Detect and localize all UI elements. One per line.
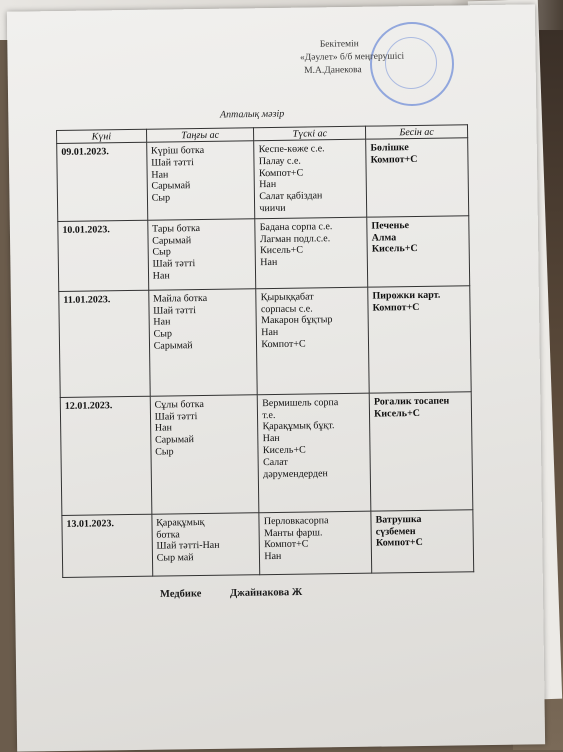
approval-block: [300, 37, 451, 78]
row-breakfast-cell: [147, 219, 256, 290]
breakfast-item: Сарымай: [153, 340, 193, 352]
breakfast-item: Сарымай: [151, 180, 191, 193]
row-snack-cell: [371, 509, 474, 572]
table-row: [58, 216, 470, 292]
snack-item: Бөлішке: [370, 142, 409, 154]
weekly-menu-table: [56, 124, 474, 577]
header-lunch: Түскі ас: [254, 126, 366, 141]
lunch-item: Салат қабіздан: [259, 190, 323, 203]
lunch-item: дәрумендерден: [263, 467, 328, 480]
row-date: 12.01.2023.: [60, 396, 151, 515]
breakfast-item: Шай тәтті: [152, 258, 196, 270]
lunch-item: Қырыққабат: [260, 291, 314, 303]
row-lunch-cell: [255, 217, 368, 289]
approval-line-1: Бекітемін: [319, 39, 359, 50]
breakfast-item: Шай тәтті: [151, 156, 194, 169]
row-snack-cell: [369, 392, 473, 511]
breakfast-item: Сыр май: [156, 552, 194, 564]
lunch-item: Кеспе-көже с.е.: [258, 143, 325, 156]
snack-item: Компот+С: [370, 153, 418, 166]
breakfast-item: Нан: [153, 316, 171, 329]
row-lunch-cell: [259, 511, 372, 575]
row-snack-cell: [368, 286, 471, 393]
row-date: 13.01.2023.: [62, 514, 153, 577]
breakfast-item: Сыр: [152, 246, 171, 259]
document-title: Апталық мәзір: [219, 108, 285, 121]
lunch-item: Компот+С: [261, 338, 306, 351]
nurse-role: Медбике: [159, 588, 202, 600]
snack-item: Компот+С: [375, 537, 423, 549]
row-breakfast-cell: [146, 141, 255, 220]
row-lunch-cell: [254, 139, 367, 218]
lunch-item: Макарон бұқтыр: [260, 314, 333, 327]
breakfast-item: Сарымай: [154, 434, 195, 446]
breakfast-item: Шай тәтті: [153, 304, 197, 317]
row-date: 11.01.2023.: [59, 290, 150, 397]
lunch-item: Палау с.е.: [258, 155, 301, 167]
row-breakfast-cell: [150, 394, 259, 513]
row-date: 10.01.2023.: [58, 220, 149, 291]
lunch-item: Кисель+С: [260, 244, 304, 257]
snack-item: Пирожки карт.: [372, 289, 441, 302]
row-lunch-cell: [256, 287, 369, 395]
breakfast-item: Нан: [154, 422, 172, 435]
lunch-item: сорпасы с.е.: [260, 303, 313, 315]
lunch-item: Лагман подл.с.е.: [259, 232, 331, 245]
lunch-item: т.е.: [262, 409, 276, 421]
breakfast-item: Нан: [152, 270, 170, 282]
breakfast-item: Қарақұмық: [156, 516, 205, 529]
lunch-item: Нан: [259, 179, 277, 191]
table-row: [60, 392, 473, 516]
row-snack-cell: [366, 138, 469, 217]
lunch-item: Қарақұмық бұқт.: [262, 420, 335, 433]
table-row: [59, 286, 471, 398]
snack-item: сүзбемен: [375, 525, 416, 538]
breakfast-item: Шай тәтті-Нан: [156, 540, 220, 553]
approval-line-3: М.А.Данекова: [304, 65, 362, 76]
lunch-item: Нан: [260, 257, 278, 269]
row-breakfast-cell: [148, 289, 257, 396]
lunch-item: Компот+С: [264, 538, 309, 551]
row-lunch-cell: [258, 393, 371, 513]
header-snack: Бесін ас: [366, 125, 468, 139]
lunch-item: Бадана сорпа с.е.: [259, 220, 333, 233]
lunch-item: Манты фарш.: [263, 526, 323, 539]
approval-line-2: «Дәулет» б/б меңгерушісі: [299, 51, 405, 64]
lunch-item: Компот+С: [258, 167, 304, 179]
breakfast-item: Сыр: [155, 446, 174, 458]
snack-item: Компот+С: [372, 301, 420, 314]
breakfast-item: Сарымай: [152, 234, 192, 247]
snack-item: Ватрушка: [375, 513, 422, 526]
nurse-signature-line: [160, 587, 302, 600]
snack-item: Кисель+С: [371, 243, 418, 255]
table-row: [62, 509, 474, 577]
lunch-item: Кисель+С: [262, 444, 306, 457]
breakfast-item: Нан: [151, 169, 169, 181]
breakfast-item: ботка: [156, 528, 180, 541]
row-snack-cell: [367, 216, 470, 287]
snack-item: Кисель+С: [374, 407, 421, 420]
breakfast-item: Сыр: [151, 192, 171, 204]
lunch-item: чиичи: [259, 202, 286, 215]
lunch-item: Нан: [262, 433, 280, 445]
table-row: [57, 138, 469, 222]
lunch-item: Перловкасорпа: [263, 515, 329, 527]
snack-item: Печенье: [371, 219, 410, 232]
snack-item: Алма: [371, 231, 397, 244]
lunch-item: Нан: [264, 551, 282, 563]
breakfast-item: Күріш ботка: [150, 144, 205, 157]
header-date: Күні: [57, 129, 147, 143]
header-breakfast: Таңғы ас: [146, 128, 254, 143]
row-breakfast-cell: [152, 512, 261, 575]
lunch-item: Нан: [261, 327, 279, 339]
row-date: 09.01.2023.: [57, 142, 148, 221]
lunch-item: Вермишель сорпа: [262, 396, 339, 409]
breakfast-item: Сыр: [153, 328, 173, 340]
nurse-name: Джайнакова Ж: [229, 587, 303, 600]
breakfast-item: Шай тәтті: [154, 410, 198, 423]
snack-item: Рогалик тосапен: [373, 395, 450, 408]
breakfast-item: Майла ботка: [152, 292, 208, 305]
lunch-item: Салат: [262, 456, 288, 468]
breakfast-item: Тары ботка: [152, 222, 201, 235]
breakfast-item: Сұлы ботка: [154, 398, 204, 411]
